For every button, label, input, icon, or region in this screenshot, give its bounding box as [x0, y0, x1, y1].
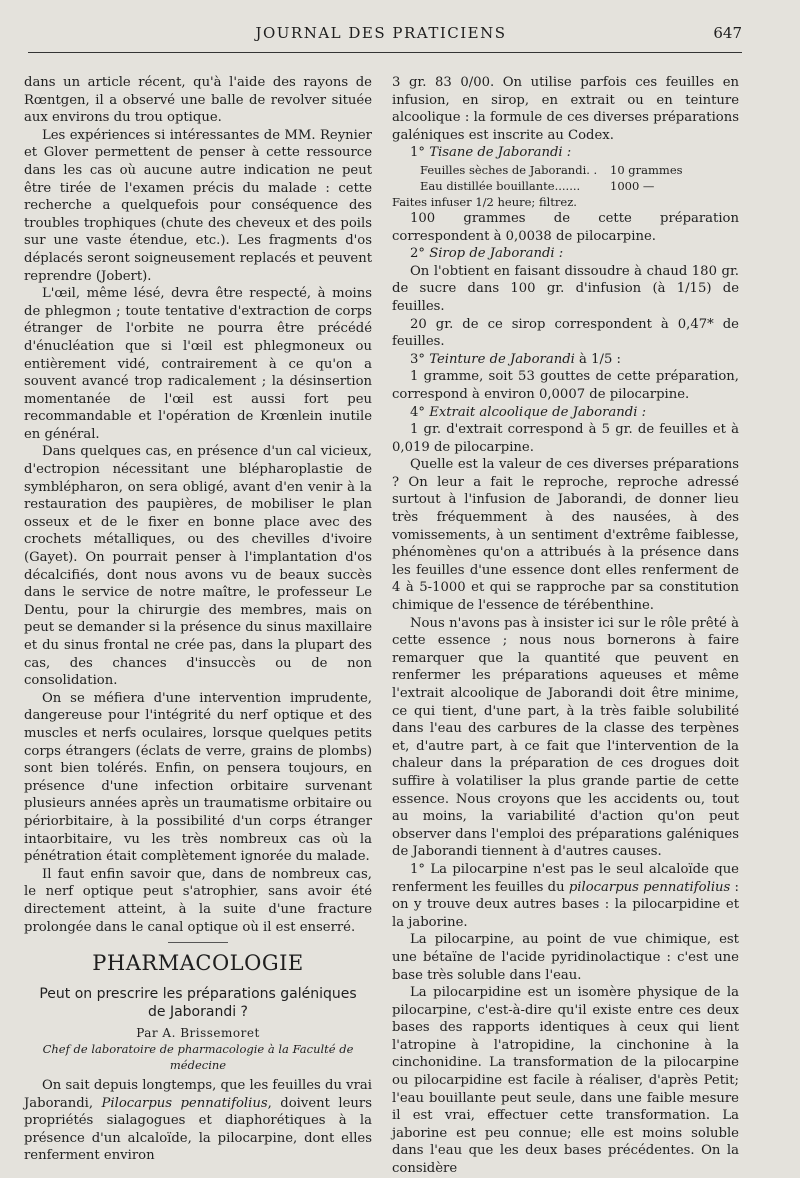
preparation-heading	[392, 351, 739, 369]
header-rule	[28, 52, 742, 53]
paragraph: Les expériences si intéressantes de MM. Reynier et Glover permettent de penser à cette ressource dans les cas où aucune autre indication ne peut être tirée de l'examen précis du malade : cette recherche a quelquefois pour conséquence des troubles trophiques (chute des cheveux et des poils sur une vaste étendue, etc.). Les fragments d'os déplacés seront soigneusement replacés et peuvent reprendre (Jobert).	[24, 127, 372, 284]
paragraph: Nous n'avons pas à insister ici sur le rôle prêté à cette essence ; nous nous bornerons à faire remarquer que la quantité que peuvent en renfermer les préparations aqueuses et même l'extrait alcoolique de Jaborandi doit être minime, ce qui tient, d'une part, à la très faible solubilité dans l'eau des carbures de la classe des terpènes et, d'autre part, à ce fait que l'intervention de la chaleur dans la préparation de ces drogues doit suffire à volatiliser la plus grande partie de cette essence. Nous croyons que les accidents ou, tout au moins, la variabilité d'action qu'on peut observer dans l'emploi des préparations galéniques de Jaborandi tiennent à d'autres causes.	[392, 615, 739, 860]
heading-number: 1°	[410, 145, 430, 161]
preparation-heading	[392, 245, 739, 263]
paragraph: Il faut enfin savoir que, dans de nombreux cas, le nerf optique peut s'atrophier, sans avoir été directement atteint, à la suite d'une fracture prolongée dans le canal optique où il est enserré.	[24, 866, 372, 935]
recipe-line	[392, 162, 739, 178]
paragraph: 3 gr. 83 0/00. On utilise parfois ces feuilles en infusion, en sirop, en extrait ou en teinture alcoolique : la formule de ces diverses préparations galéniques est inscrite au Codex.	[392, 75, 739, 143]
heading-title: Tisane de Jaborandi :	[429, 145, 572, 161]
paragraph: 1 gramme, soit 53 gouttes de cette préparation, correspond à environ 0,0007 de pilocarpine.	[392, 369, 739, 402]
section-divider	[168, 942, 228, 943]
paragraph: dans un article récent, qu'à l'aide des rayons de Rœntgen, il a observé une balle de revolver située aux environs du trou optique.	[24, 75, 372, 126]
paragraph: 20 gr. de ce sirop correspondent à 0,47* de feuilles.	[392, 316, 739, 350]
heading-title: Sirop de Jaborandi :	[429, 246, 564, 262]
paragraph-text: : on y trouve deux autres bases : la pilocarpidine et la jaborine.	[392, 879, 739, 930]
left-column	[24, 74, 372, 1165]
species-name: pilocarpus pennatifolius	[568, 879, 731, 895]
article-title-line: de Jaborandi ?	[148, 1004, 248, 1021]
ingredient: Feuilles sèches de Jaborandi. .	[420, 162, 598, 177]
paragraph: Quelle est la valeur de ces diverses préparations ? On leur a fait le reproche, reproche adressé surtout à l'infusion de Jaborandi, de donner lieu très fréquemment à des nausées, à des vomissements, à un sentiment d'extrême faiblesse, phénomènes qu'on a attribués à la présence dans les feuilles d'une essence dont elles renferment de 4 à 5-1000 et qui se rapproche par sa constitution chimique de l'essence de térébenthine.	[392, 457, 739, 614]
recipe-note: Faites infuser 1/2 heure; filtrez.	[392, 194, 577, 209]
paragraph	[24, 1077, 372, 1165]
heading-number: 3°	[410, 351, 430, 367]
recipe-line	[392, 178, 739, 194]
paragraph-text: On sait depuis longtemps, que les feuilles du vrai Jaborandi,	[24, 1078, 372, 1111]
paragraph: On se méfiera d'une intervention imprudente, dangereuse pour l'intégrité du nerf optique et des muscles et nerfs oculaires, lorsque quelques petits corps étrangers (éclats de verre, grains de plombs) sont bien tolérés. Enfin, on pensera toujours, en présence d'une infection orbitaire survenant plusieurs années après un traumatisme orbitaire ou périorbitaire, à la possibilité d'un corps étranger intaorbitaire, vu les très nombreux cas où la pénétration était complètement ignorée du malade.	[24, 690, 372, 865]
byline: Par A. Brissemoret	[136, 1026, 260, 1041]
paragraph: La pilocarpine, au point de vue chimique, est une bétaïne de l'acide pyridinolactique : c'est une base très soluble dans l'eau.	[392, 932, 739, 983]
article-title	[24, 985, 372, 1021]
quantity: 1000 —	[610, 178, 655, 193]
heading-number: 4°	[410, 404, 430, 420]
paragraph: 100 grammes de cette préparation correspondent à 0,0038 de pilocarpine.	[392, 210, 739, 244]
preparation-heading	[392, 144, 739, 162]
section-title: PHARMACOLOGIE	[92, 951, 304, 976]
heading-title: Teinture de Jaborandi	[429, 351, 575, 367]
paragraph: La pilocarpidine est un isomère physique de la pilocarpine, c'est-à-dire qu'il existe entre ces deux bases des rapports identiques à ceux qui lient l'atropine à l'atropidine, la cinchonine à la cinchonidine. La transformation de la pilocarpine ou pilocarpidine est facile à réaliser, d'après Petit; l'eau bouillante peut seule, dans une faible mesure il est vrai, effectuer cette transformation. La jaborine est peu connue; elle est moins soluble dans l'eau que les deux bases précédentes. On la considère	[392, 985, 739, 1177]
paragraph: 1 gr. d'extrait correspond à 5 gr. de feuilles et à 0,019 de pilocarpine.	[392, 422, 739, 455]
paragraph: On l'obtient en faisant dissoudre à chaud 180 gr. de sucre dans 100 gr. d'infusion (à 1/15) de feuilles.	[392, 263, 739, 314]
heading-title: Extrait alcoolique de Jaborandi :	[429, 404, 647, 420]
heading-ratio: à 1/5 :	[574, 351, 621, 367]
affiliation: Chef de laboratoire de pharmacologie à la Faculté de médecine	[42, 1042, 354, 1073]
page-header	[20, 24, 742, 46]
preparation-heading	[392, 404, 739, 422]
paragraph: L'œil, même lésé, devra être respecté, à moins de phlegmon ; toute tentative d'extraction de corps étranger de l'orbite ne pourra être précédé d'énucléation que si l'œil est phlegmoneux ou entièrement vidé, contrairement à ce qu'on a souvent avancé trop radicalement ; la désinsertion momentanée de l'œil est aussi fort peu recommandable et l'opération de Krœnlein inutile en général.	[24, 286, 372, 442]
quantity: 10 grammes	[610, 162, 683, 177]
species-name: Pilocarpus pennatifolius	[101, 1095, 268, 1111]
paragraph-text: 1° La pilocarpine n'est pas le seul alcaloïde que renferment les feuilles du	[392, 861, 739, 895]
paragraph-text: , doivent leurs propriétés sialagogues et diaphorétiques à la présence d'un alcaloïde, la pilocarpine, dont elles renferment environ	[24, 1095, 372, 1164]
page-number: 647	[713, 24, 742, 42]
ingredient: Eau distillée bouillante.......	[420, 178, 581, 193]
right-column	[392, 74, 739, 1178]
article-title-line: Peut on prescrire les préparations galéniques	[39, 986, 357, 1003]
running-title: JOURNAL DES PRATICIENS	[255, 24, 507, 42]
paragraph	[392, 861, 739, 931]
heading-number: 2°	[410, 246, 430, 262]
paragraph: Dans quelques cas, en présence d'un cal vicieux, d'ectropion nécessitant une blépharoplastie de symblépharon, on sera obligé, avant d'en venir à la restauration des paupières, de mobiliser le plan osseux et de le fixer en bonne place avec des crochets métalliques, ou des chevilles d'ivoire (Gayet). On pourrait penser à l'implantation d'os décalcifiés, dont nous avons vu de beaux succès dans le service de notre maître, le professeur Le Dentu, pour la chirurgie des membres, mais on peut se demander si la présence du sinus maxillaire et du sinus frontal ne crée pas, dans la plupart des cas, des chances d'insuccès ou de non consolidation.	[24, 444, 372, 689]
